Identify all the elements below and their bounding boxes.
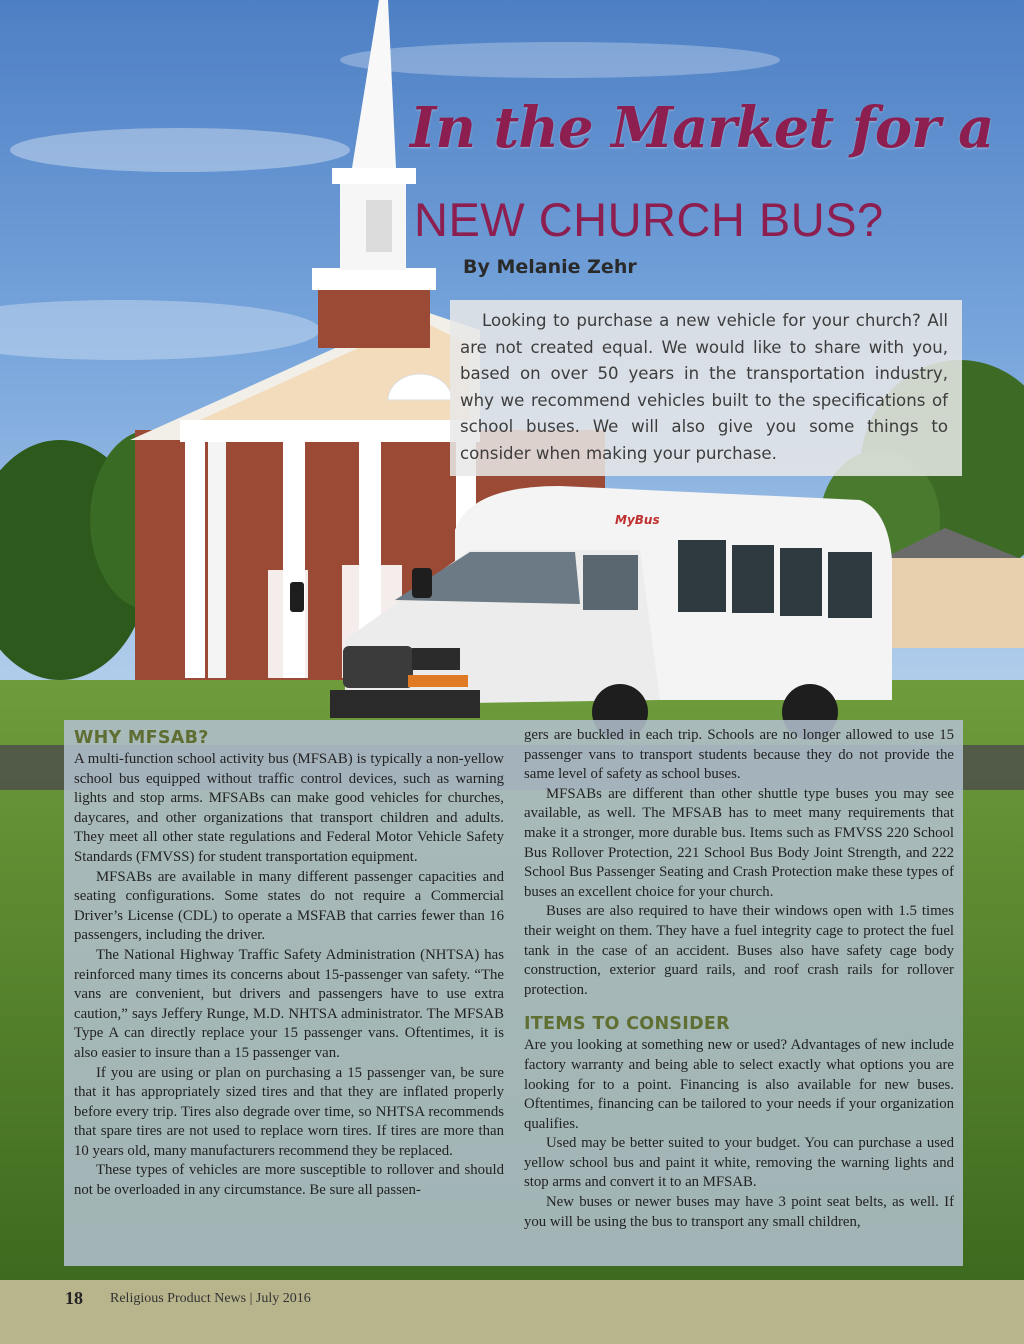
paragraph: MFSABs are different than other shuttle type buses you may see available, as well. The MFSAB has to meet many requirements that make it a stronger, more durable bus. Items such as FMVSS 220 School Bus Rollover Protection, 221 School Bus Body Joint Strength, and 222 School Bus Passenger Seating and Crash Protection make these types of buses an excellent choice for your church. [524, 785, 954, 900]
page-number: 18 [65, 1288, 83, 1308]
paragraph: The National Highway Traffic Safety Administration (NHTSA) has reinforced many times its concerns about 15-passenger van safety. “The vans are convenient, but drivers and passengers have to use extra caution,” says Jeffery Runge, M.D. NHTSA administrator. The MFSAB Type A can directly replace your 15 passenger vans. Oftentimes, it is also easier to insure than a 15 passenger van. [74, 946, 504, 1061]
bus-logo: MyBus [615, 513, 660, 527]
intro-box [450, 300, 962, 476]
page-footer [0, 1280, 1024, 1344]
paragraph: These types of vehicles are more susceptible to rollover and should not be overloaded in any circumstance. Be sure all passen- [74, 1162, 504, 1199]
byline: By Melanie Zehr [463, 256, 637, 278]
section-heading-items-to-consider: ITEMS TO CONSIDER [524, 1014, 730, 1035]
paragraph: If you are using or plan on purchasing a 15 passenger van, be sure that it has appropriately sized tires and that they are inflated properly before every trip. Tires also degrade over time, so NHTSA recommends that spare tires are not used to replace worn tires. If tires are more than 10 years old, many manufacturers recommend they be replaced. [74, 1064, 504, 1159]
right-column [524, 726, 954, 1232]
paragraph: Used may be better suited to your budget. You can purchase a used yellow school bus and paint it white, removing the warning lights and stop arms and convert it to an MFSAB. [524, 1135, 954, 1191]
left-column [74, 728, 504, 1201]
article-body [64, 720, 963, 1266]
headline-script-line: In the Market for a [410, 95, 994, 161]
publication-line: Religious Product News | July 2016 [110, 1291, 311, 1306]
paragraph: gers are buckled in each trip. Schools are no longer allowed to use 15 passenger vans to transport students because they do not provide the same level of safety as school buses. [524, 727, 954, 783]
headline-caps-line: NEW CHURCH BUS? [414, 193, 884, 246]
paragraph: Buses are also required to have their windows open with 1.5 times their weight on them. They have a fuel integrity cage to protect the fuel tank in the case of an accident. Buses also have safety cage body construction, exterior guard rails, and roof crash rails for rollover protection. [524, 903, 954, 998]
section-heading-why-mfsab: WHY MFSAB? [74, 728, 209, 748]
paragraph: New buses or newer buses may have 3 point seat belts, as well. If you will be using the bus to transport any small children, [524, 1194, 954, 1230]
intro-text: Looking to purchase a new vehicle for your church? All are not created equal. We would like to share with you, based on over 50 years in the transportation industry, why we recommend vehicles built to the specifications of school buses. We will also give you some things to consider when making your purchase. [460, 311, 948, 463]
paragraph: A multi-function school activity bus (MFSAB) is typically a non-yellow school bus equipped without traffic control devices, such as warning lights and stop arms. MFSABs can make good vehicles for churches, daycares, and other organizations that transport children and adults. They meet all other state regulations and Federal Motor Vehicle Safety Standards (FMVSS) for student transportation equipment. [74, 751, 504, 865]
paragraph: Are you looking at something new or used? Advantages of new include factory warranty and being able to select exactly what options you are looking for to a point. Financing is also available for new buses. Oftentimes, financing can be tailored to your needs if your organization qualifies. [524, 1037, 954, 1132]
paragraph: MFSABs are available in many different passenger capacities and seating configurations. Some states do not require a Commercial Driver’s License (CDL) to operate a MSFAB that carries fewer than 16 passengers, including the driver. [74, 868, 504, 944]
